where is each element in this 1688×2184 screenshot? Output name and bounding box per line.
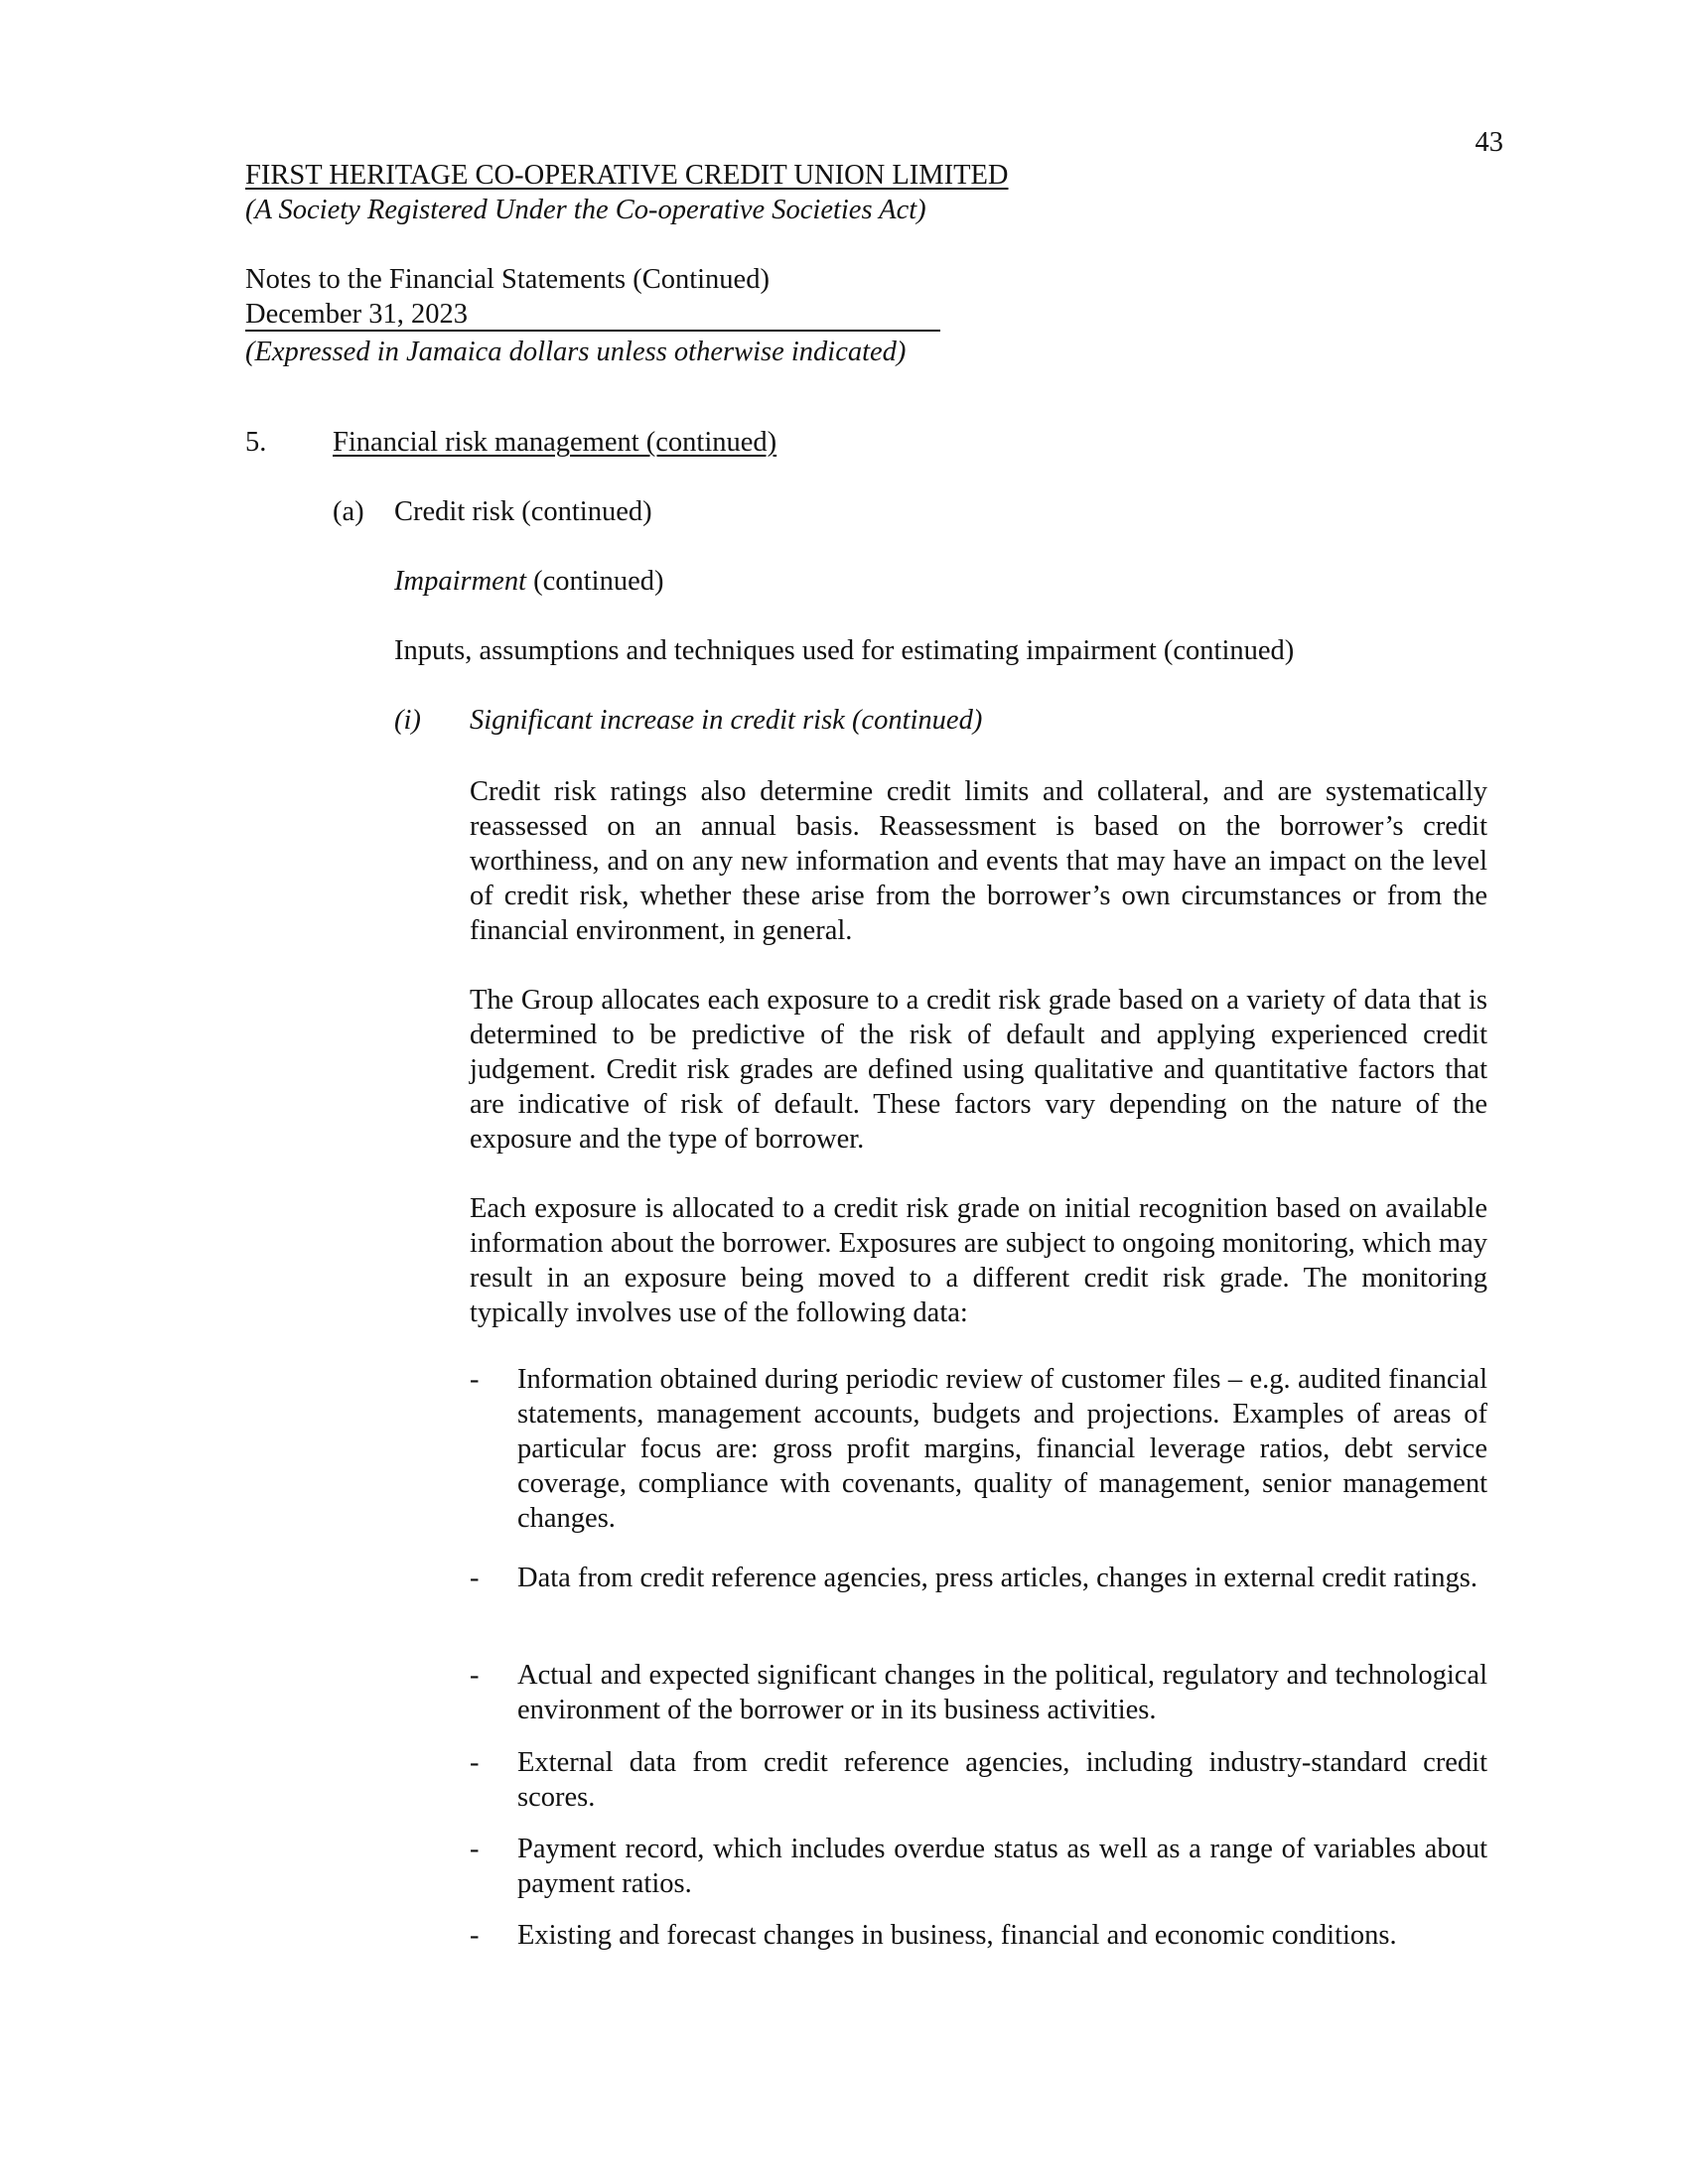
- bullet-dash: -: [470, 1920, 480, 1951]
- bullet-dash: -: [470, 1660, 480, 1691]
- subsection-title: Credit risk (continued): [394, 496, 652, 527]
- inputs-heading: Inputs, assumptions and techniques used for estimating impairment (continued): [394, 635, 1295, 666]
- item-label: (i): [394, 705, 421, 736]
- bullet-dash: -: [470, 1364, 480, 1395]
- currency-note: (Expressed in Jamaica dollars unless otherwise indicated): [245, 337, 907, 367]
- bullet-text: Information obtained during periodic review of customer files – e.g. audited financial statements, management accounts, budgets and projections. Examples of areas of particular focus are: gross profit margins, financial leverage ratios, debt service coverage, compliance with covenants, quality of management, senior management changes.: [517, 1364, 1487, 1534]
- bullet-dash: -: [470, 1834, 480, 1864]
- paragraph: The Group allocates each exposure to a credit risk grade based on a variety of data that is determined to be predictive of the risk of default and applying experienced credit judgement. Credit risk grades are defined using qualitative and quantitative factors that are indicative of risk of default. These factors vary depending on the nature of the exposure and the type of borrower.: [470, 985, 1487, 1155]
- notes-title: Notes to the Financial Statements (Continued): [245, 264, 770, 295]
- bullet-text: Payment record, which includes overdue status as well as a range of variables about payment ratios.: [517, 1834, 1487, 1899]
- bullet-text: Actual and expected significant changes in the political, regulatory and technological environment of the borrower or in its business activities.: [517, 1660, 1487, 1725]
- impairment-heading: [394, 564, 663, 599]
- bullet-text: Existing and forecast changes in business, financial and economic conditions.: [517, 1920, 1397, 1951]
- document-header: [245, 158, 1238, 369]
- page-number: 43: [1475, 127, 1503, 158]
- paragraph: Credit risk ratings also determine credit limits and collateral, and are systematically reassessed on an annual basis. Reassessment is based on the borrower’s credit worthiness, and on any new information and events that may have an impact on the level of credit risk, whether these arise from the borrower’s own circumstances or from the financial environment, in general.: [470, 776, 1487, 946]
- company-name: FIRST HERITAGE CO-OPERATIVE CREDIT UNION LIMITED: [245, 160, 1009, 191]
- statement-date: December 31, 2023: [245, 300, 940, 332]
- item-title: Significant increase in credit risk (continued): [470, 705, 983, 736]
- bullet-dash: -: [470, 1747, 480, 1778]
- impairment-continued: (continued): [525, 566, 664, 597]
- section-number: 5.: [245, 427, 267, 458]
- impairment-label: Impairment: [394, 566, 526, 597]
- paragraph: Each exposure is allocated to a credit risk grade on initial recognition based on available information about the borrower. Exposures are subject to ongoing monitoring, which may result in an exposure being moved to a different credit risk grade. The monitoring typically involves use of the following data:: [470, 1193, 1487, 1328]
- subsection-label: (a): [333, 496, 364, 527]
- bullet-dash: -: [470, 1563, 480, 1593]
- bullet-text: Data from credit reference agencies, press articles, changes in external credit ratings.: [517, 1563, 1477, 1593]
- section-title: Financial risk management (continued): [333, 427, 777, 458]
- society-note: (A Society Registered Under the Co-operative Societies Act): [245, 195, 926, 225]
- bullet-text: External data from credit reference agencies, including industry-standard credit scores.: [517, 1747, 1487, 1813]
